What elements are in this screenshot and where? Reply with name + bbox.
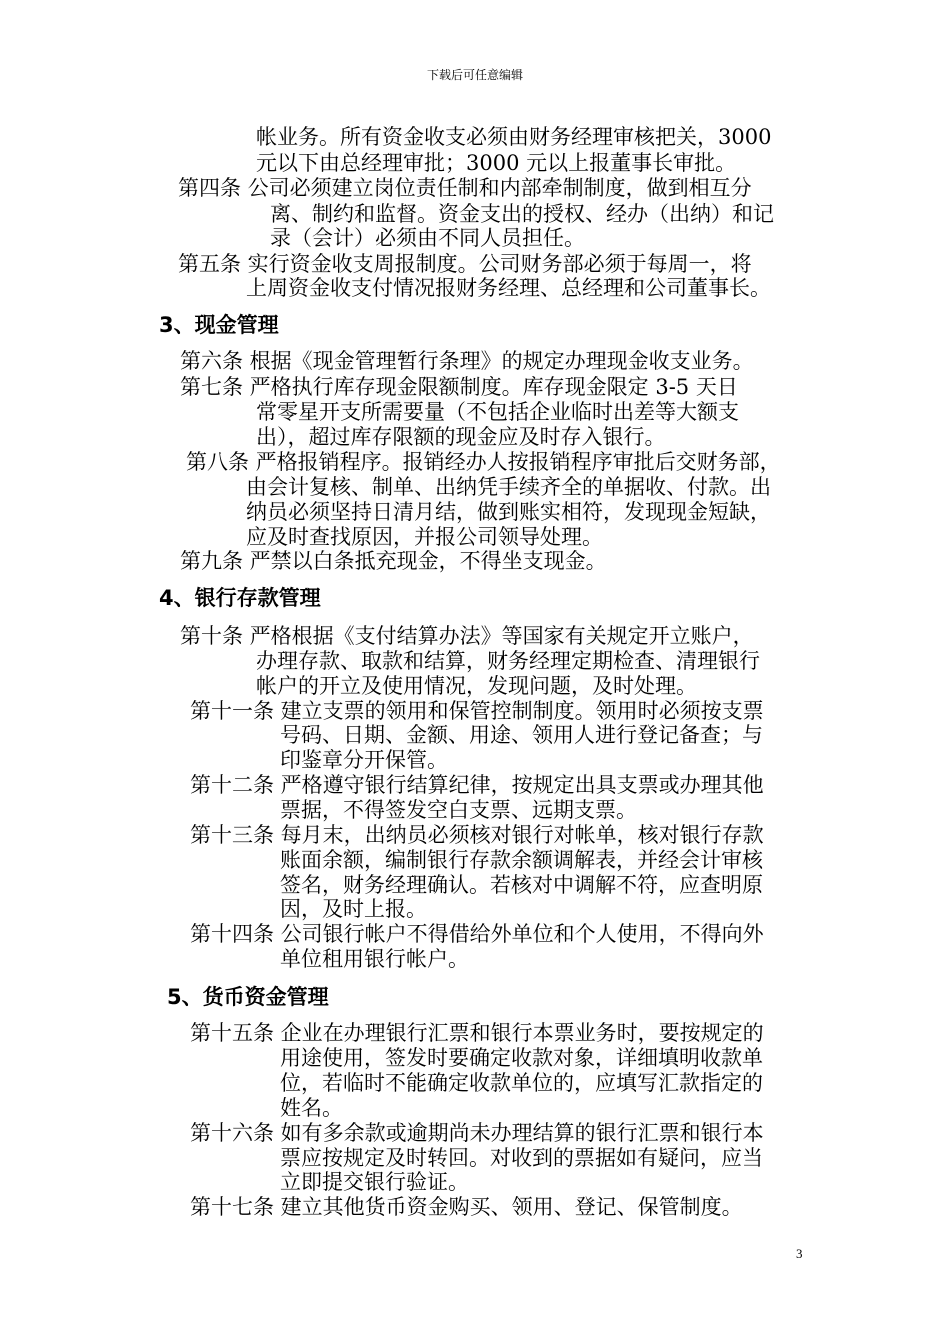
text-line: 票据，不得签发空白支票、远期支票。	[280, 798, 637, 822]
text-line: 帐业务。所有资金收支必须由财务经理审核把关，3000	[256, 125, 772, 149]
text-line: 第八条 严格报销程序。报销经办人按报销程序审批后交财务部，	[186, 450, 781, 474]
page-number: 3	[796, 1246, 803, 1261]
section-heading: 5、货币资金管理	[167, 985, 329, 1009]
text-line: 立即提交银行验证。	[280, 1170, 469, 1194]
text-line: 签名，财务经理确认。若核对中调解不符，应查明原	[280, 873, 763, 897]
page-header: 下载后可任意编辑	[426, 68, 523, 82]
text-line: 第六条 根据《现金管理暂行条理》的规定办理现金收支业务。	[180, 349, 754, 373]
text-line: 办理存款、取款和结算，财务经理定期检查、清理银行	[256, 649, 760, 673]
text-line: 录（会计）必须由不同人员担任。	[270, 226, 585, 250]
text-line: 第五条 实行资金收支周报制度。公司财务部必须于每周一，将	[178, 252, 752, 276]
text-line: 用途使用，签发时要确定收款对象，详细填明收款单	[280, 1046, 763, 1070]
text-line: 账面余额，编制银行存款余额调解表，并经会计审核	[280, 848, 763, 872]
text-line: 第九条 严禁以白条抵充现金，不得坐支现金。	[180, 549, 607, 573]
text-line: 第十七条 建立其他货币资金购买、领用、登记、保管制度。	[190, 1195, 743, 1219]
text-line: 第十五条 企业在办理银行汇票和银行本票业务时，要按规定的	[190, 1021, 764, 1045]
text-line: 第十一条 建立支票的领用和保管控制制度。领用时必须按支票	[190, 699, 764, 723]
text-line: 帐户的开立及使用情况，发现问题，及时处理。	[256, 674, 697, 698]
text-line: 上周资金收支付情况报财务经理、总经理和公司董事长。	[246, 276, 771, 300]
text-line: 由会计复核、制单、出纳凭手续齐全的单据收、付款。出	[246, 475, 771, 499]
text-line: 纳员必须坚持日清月结，做到账实相符，发现现金短缺，	[246, 500, 771, 524]
text-line: 第七条 严格执行库存现金限额制度。库存现金限定 3-5 天日	[180, 375, 738, 399]
text-line: 单位租用银行帐户。	[280, 947, 469, 971]
text-line: 第十四条 公司银行帐户不得借给外单位和个人使用，不得向外	[190, 922, 764, 946]
text-line: 离、制约和监督。资金支出的授权、经办（出纳）和记	[270, 202, 774, 226]
text-line: 位，若临时不能确定收款单位的，应填写汇款指定的	[280, 1071, 763, 1095]
text-line: 印鉴章分开保管。	[280, 748, 448, 772]
section-heading: 3、现金管理	[159, 313, 279, 337]
text-line: 第十六条 如有多余款或逾期尚未办理结算的银行汇票和银行本	[190, 1121, 764, 1145]
text-line: 第十条 严格根据《支付结算办法》等国家有关规定开立账户，	[180, 624, 754, 648]
text-line: 出），超过库存限额的现金应及时存入银行。	[256, 425, 666, 449]
text-line: 应及时查找原因，并报公司领导处理。	[246, 525, 603, 549]
text-line: 票应按规定及时转回。对收到的票据如有疑问，应当	[280, 1146, 763, 1170]
text-line: 元以下由总经理审批；3000 元以上报董事长审批。	[256, 151, 737, 175]
section-heading: 4、银行存款管理	[159, 586, 321, 610]
text-line: 因，及时上报。	[280, 897, 427, 921]
text-line: 号码、日期、金额、用途、领用人进行登记备查；与	[280, 723, 763, 747]
text-line: 常零星开支所需要量（不包括企业临时出差等大额支	[256, 400, 739, 424]
text-line: 姓名。	[280, 1096, 343, 1120]
text-line: 第四条 公司必须建立岗位责任制和内部牵制制度，做到相互分	[178, 176, 752, 200]
text-line: 第十二条 严格遵守银行结算纪律，按规定出具支票或办理其他	[190, 773, 764, 797]
text-line: 第十三条 每月末，出纳员必须核对银行对帐单，核对银行存款	[190, 823, 764, 847]
